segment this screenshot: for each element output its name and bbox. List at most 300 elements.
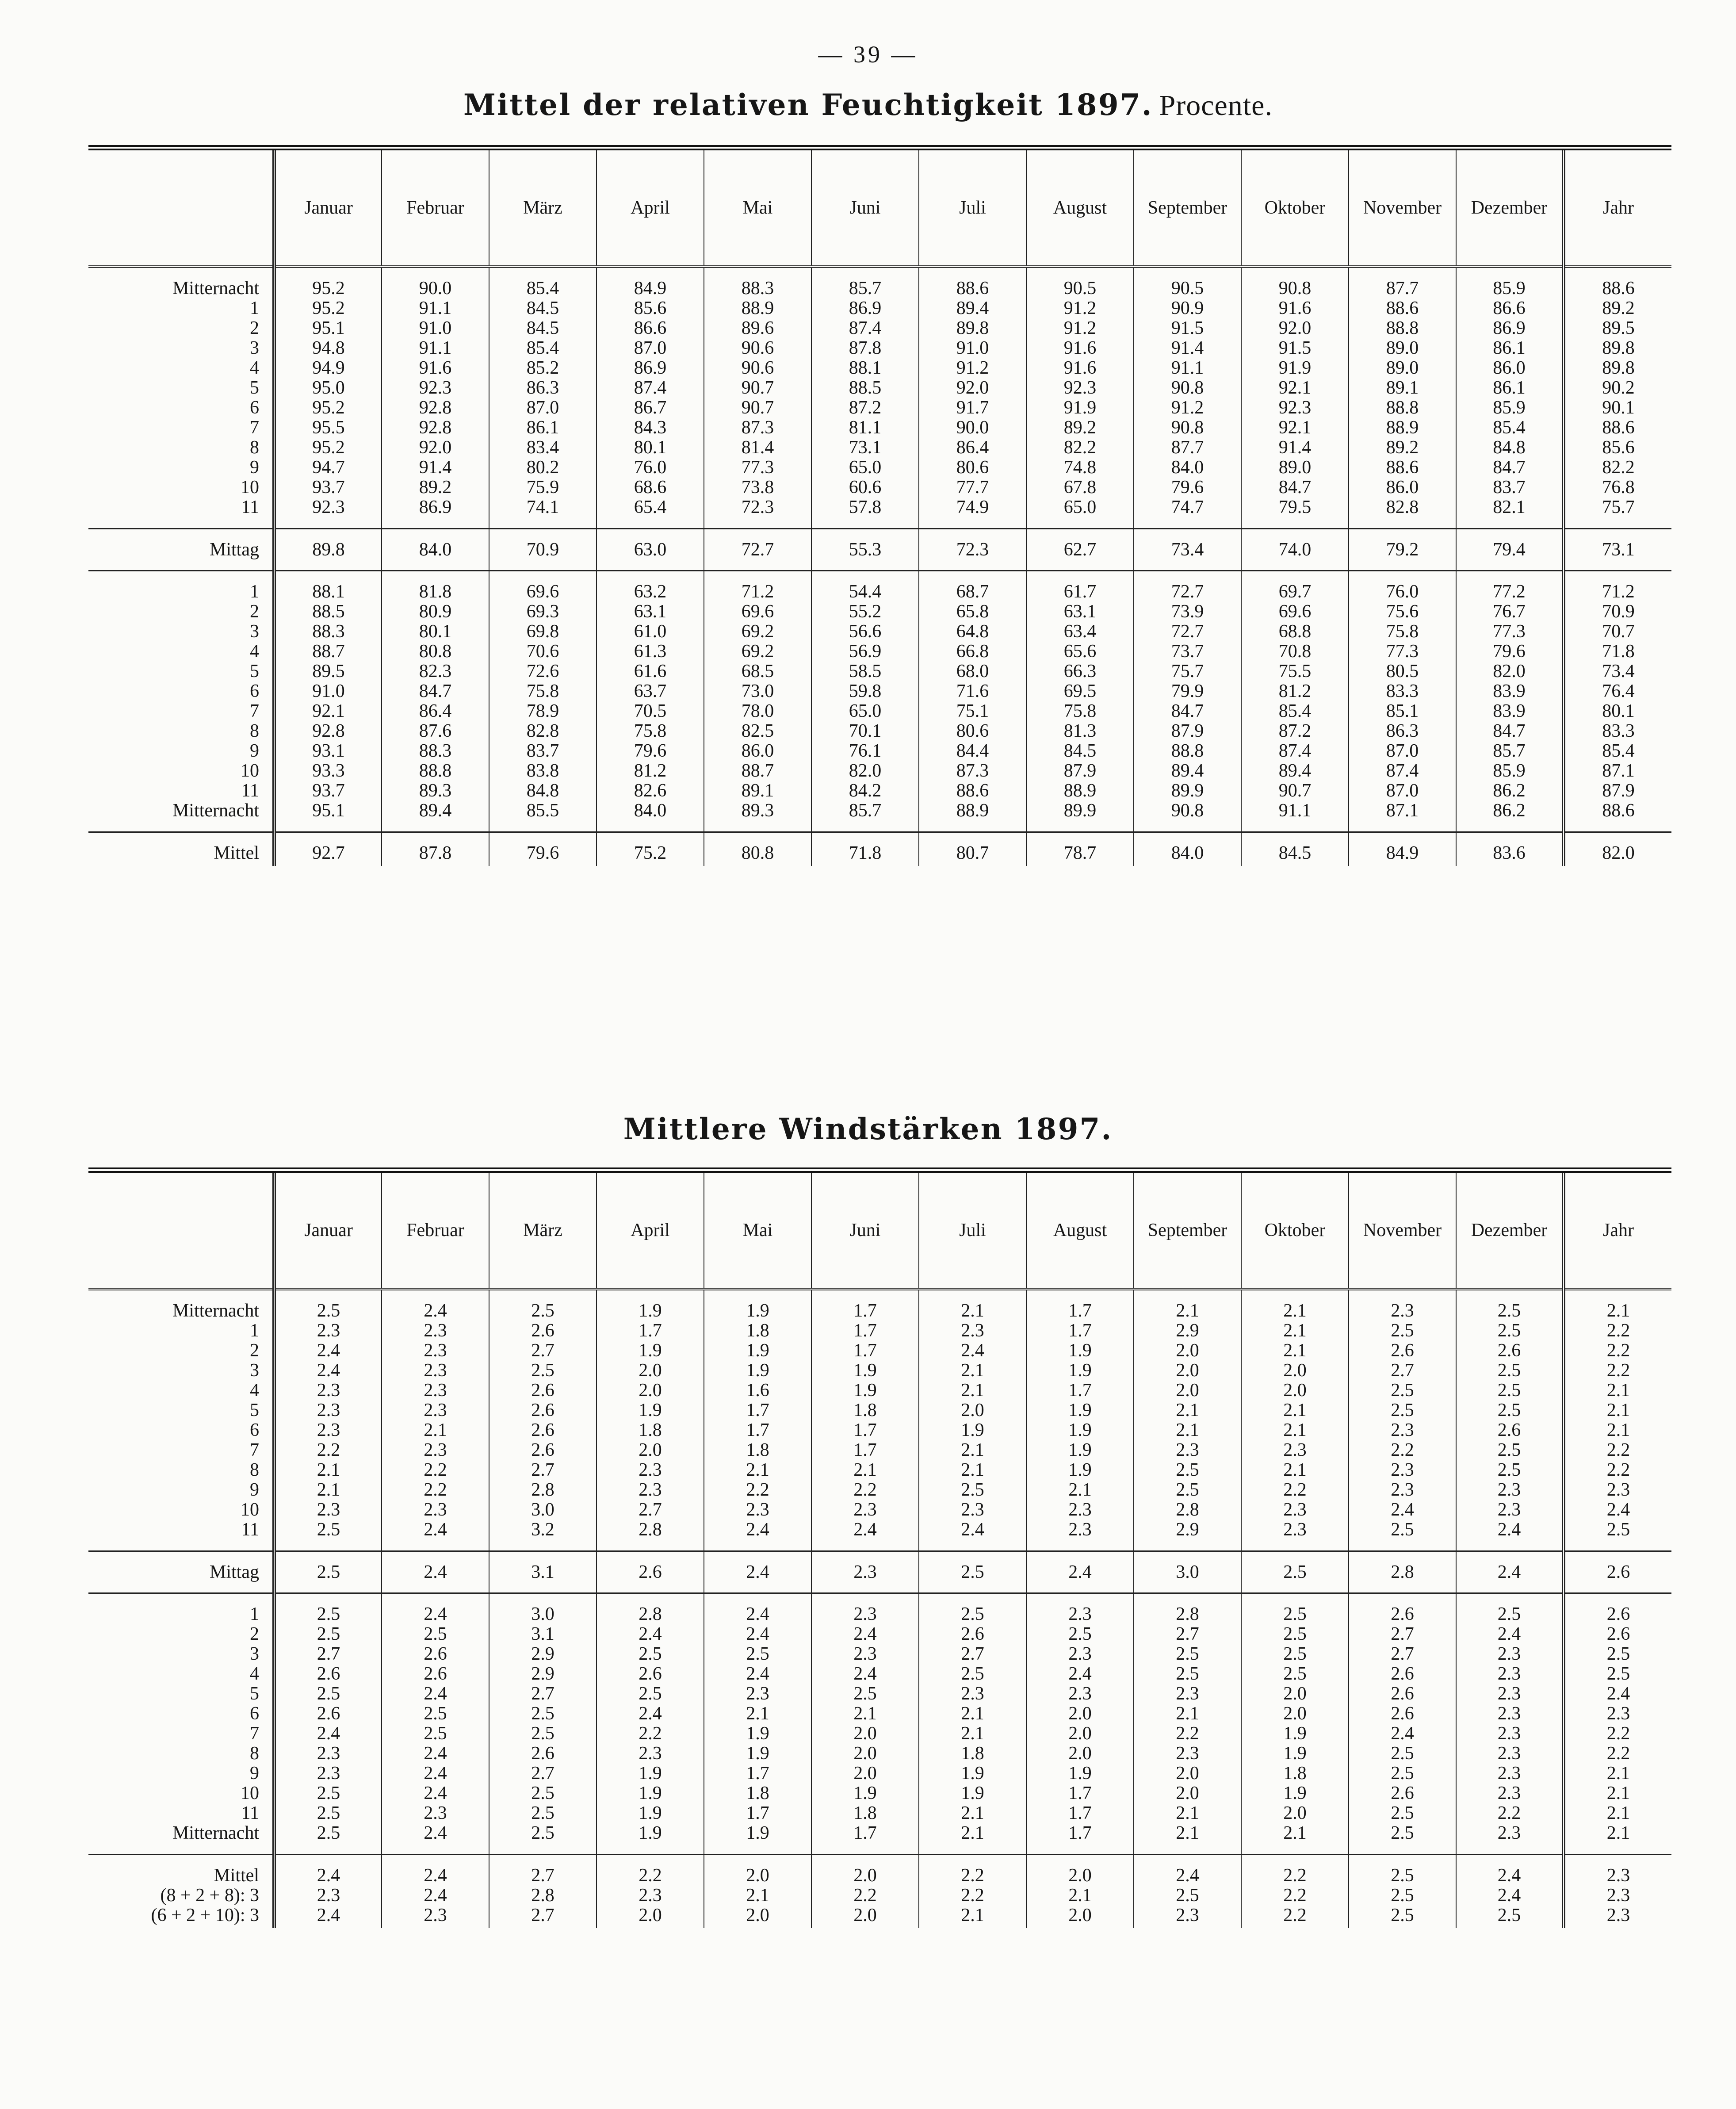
humidity-am-value: 72.3 [741, 497, 774, 517]
humidity-pm-value: 77.3 [1493, 621, 1526, 642]
wind-am-value: 2.2 [1606, 1460, 1630, 1480]
humidity-pm-value: 82.0 [1493, 661, 1526, 681]
wind-am-value: 2.3 [639, 1460, 662, 1480]
wind-am-value: 2.5 [1497, 1460, 1521, 1480]
wind-am-value: 2.3 [317, 1380, 340, 1401]
wind-pm-value: 2.6 [317, 1664, 340, 1684]
wind-am-value: 2.1 [1176, 1400, 1199, 1420]
wind-am-value: 2.5 [317, 1301, 340, 1321]
humidity-pm-value: 87.1 [1602, 761, 1635, 781]
wind-mean-value: 2.2 [961, 1865, 984, 1886]
wind-header-year: Jahr [1564, 1173, 1671, 1289]
humidity-pm-value: 87.6 [419, 721, 452, 741]
humidity-pm-value: 81.2 [634, 761, 667, 781]
wind-pm-value: 2.6 [1391, 1703, 1414, 1724]
wind-pm-value: 1.8 [853, 1803, 877, 1823]
humidity-am-value: 91.7 [956, 398, 989, 418]
humidity-mean-column [1349, 832, 1456, 866]
humidity-pm-value: 83.9 [1493, 701, 1526, 721]
wind-am-value: 1.9 [746, 1301, 769, 1321]
wind-am-value: 2.4 [961, 1520, 984, 1540]
humidity-am-value: 90.5 [1063, 278, 1097, 299]
wind-am-value: 2.3 [424, 1340, 447, 1361]
wind-am-value: 2.9 [1176, 1520, 1199, 1540]
humidity-pm-value: 69.3 [526, 601, 559, 622]
humidity-pm-value: 90.8 [1171, 800, 1204, 821]
wind-pm-value: 2.5 [531, 1803, 554, 1823]
humidity-am-value: 91.6 [1063, 338, 1097, 358]
wind-pm-value: 2.8 [1176, 1604, 1199, 1624]
wind-am-value: 2.1 [1068, 1480, 1092, 1500]
wind-pm-value: 2.5 [961, 1604, 984, 1624]
humidity-am-value: 84.0 [1171, 457, 1204, 478]
wind-am-value: 1.9 [853, 1360, 877, 1381]
humidity-mean-value: 75.2 [634, 843, 667, 863]
wind-header-month: Januar [274, 1173, 382, 1289]
humidity-am-value: 89.2 [419, 477, 452, 498]
wind-am-column [704, 1289, 811, 1551]
wind-pm-value: 2.5 [1283, 1624, 1307, 1644]
humidity-pm-value: 93.7 [312, 781, 345, 801]
wind-am-column [1026, 1289, 1134, 1551]
wind-pm-value: 2.4 [317, 1723, 340, 1744]
wind-pm-value: 2.0 [1176, 1763, 1199, 1784]
humidity-pm-value: 69.7 [1278, 582, 1312, 602]
humidity-pm-value: 80.5 [1386, 661, 1419, 681]
wind-am-value: 1.7 [1068, 1380, 1092, 1401]
wind-pm-value: 2.5 [1606, 1644, 1630, 1664]
humidity-pm-value: 85.5 [526, 800, 559, 821]
wind-pm-value: 1.9 [1283, 1743, 1307, 1764]
humidity-am-value: 89.8 [1602, 358, 1635, 378]
humidity-am-label: 4 [250, 358, 259, 378]
wind-am-value: 2.3 [424, 1440, 447, 1460]
wind-am-value: 1.9 [639, 1301, 662, 1321]
wind-am-value: 2.2 [317, 1440, 340, 1460]
wind-mean-value: 2.1 [746, 1885, 769, 1906]
wind-noon-cell: 2.5 [919, 1551, 1026, 1593]
humidity-am-value: 89.5 [1602, 318, 1635, 338]
wind-am-value: 2.1 [853, 1460, 877, 1480]
humidity-am-label: 5 [250, 378, 259, 398]
wind-pm-value: 1.9 [1068, 1763, 1092, 1784]
wind-pm-value: 1.7 [746, 1763, 769, 1784]
humidity-pm-value: 61.6 [634, 661, 667, 681]
wind-mean-value: 2.3 [317, 1885, 340, 1906]
wind-pm-value: 1.7 [853, 1823, 877, 1843]
wind-pm-labels [88, 1593, 274, 1855]
wind-pm-value: 2.5 [531, 1823, 554, 1843]
humidity-pm-value: 84.8 [526, 781, 559, 801]
wind-pm-value: 2.4 [1497, 1624, 1521, 1644]
wind-am-value: 1.6 [746, 1380, 769, 1401]
wind-mean-value: 2.2 [639, 1865, 662, 1886]
wind-am-value: 2.3 [961, 1321, 984, 1341]
humidity-pm-value: 77.3 [1386, 641, 1419, 662]
humidity-noon-cell: 79.2 [1349, 529, 1456, 571]
humidity-pm-value: 73.7 [1171, 641, 1204, 662]
wind-am-value: 2.3 [853, 1500, 877, 1520]
wind-pm-value: 2.3 [853, 1644, 877, 1664]
humidity-am-value: 85.6 [634, 298, 667, 318]
humidity-header-month: Mai [704, 150, 811, 267]
wind-am-value: 2.3 [1391, 1460, 1414, 1480]
wind-am-value: 2.1 [961, 1380, 984, 1401]
humidity-am-value: 91.4 [1171, 338, 1204, 358]
wind-pm-value: 2.5 [853, 1684, 877, 1704]
humidity-pm-value: 88.7 [741, 761, 774, 781]
humidity-header-row [88, 150, 1671, 267]
humidity-am-value: 57.8 [849, 497, 882, 517]
humidity-am-value: 88.6 [1386, 298, 1419, 318]
wind-pm-value: 1.8 [746, 1783, 769, 1803]
humidity-am-value: 87.0 [526, 398, 559, 418]
humidity-am-value: 90.7 [741, 378, 774, 398]
humidity-am-value: 92.1 [1278, 417, 1312, 438]
wind-mean-column [1349, 1855, 1456, 1929]
humidity-mean-column [274, 832, 382, 866]
wind-am-column [1241, 1289, 1349, 1551]
wind-am-value: 2.0 [639, 1440, 662, 1460]
humidity-am-value: 65.0 [1063, 497, 1097, 517]
wind-am-value: 1.7 [746, 1400, 769, 1420]
wind-pm-label: 6 [250, 1703, 259, 1724]
wind-am-value: 2.8 [639, 1520, 662, 1540]
humidity-pm-value: 83.8 [526, 761, 559, 781]
humidity-pm-value: 58.5 [849, 661, 882, 681]
wind-pm-value: 2.5 [639, 1644, 662, 1664]
humidity-pm-value: 65.0 [849, 701, 882, 721]
humidity-am-value: 85.4 [526, 278, 559, 299]
humidity-am-column [597, 267, 704, 529]
wind-pm-value: 2.7 [317, 1644, 340, 1664]
wind-header-month: September [1134, 1173, 1241, 1289]
humidity-am-value: 92.8 [419, 417, 452, 438]
humidity-am-column [382, 267, 489, 529]
wind-am-value: 1.9 [1068, 1360, 1092, 1381]
wind-am-value: 2.3 [317, 1420, 340, 1440]
humidity-am-value: 76.0 [634, 457, 667, 478]
humidity-am-value: 91.4 [419, 457, 452, 478]
humidity-header-month: Oktober [1241, 150, 1349, 267]
wind-pm-value: 1.9 [961, 1783, 984, 1803]
humidity-noon-cell: 84.0 [382, 529, 489, 571]
wind-pm-value: 2.4 [424, 1823, 447, 1843]
wind-pm-value: 2.5 [317, 1684, 340, 1704]
humidity-am-value: 92.0 [956, 378, 989, 398]
humidity-pm-value: 66.3 [1063, 661, 1097, 681]
wind-am-column [489, 1289, 597, 1551]
humidity-pm-column [489, 571, 597, 832]
wind-pm-value: 2.6 [1391, 1783, 1414, 1803]
wind-am-value: 1.7 [853, 1440, 877, 1460]
wind-mean-value: 2.5 [1176, 1885, 1199, 1906]
wind-am-value: 2.4 [424, 1520, 447, 1540]
wind-pm-value: 2.5 [639, 1684, 662, 1704]
humidity-pm-value: 84.7 [1171, 701, 1204, 721]
wind-pm-value: 2.6 [531, 1743, 554, 1764]
humidity-header-month: März [489, 150, 597, 267]
wind-pm-value: 2.5 [1391, 1823, 1414, 1843]
humidity-pm-value: 86.2 [1493, 781, 1526, 801]
wind-pm-value: 2.5 [424, 1723, 447, 1744]
wind-pm-value: 2.5 [531, 1703, 554, 1724]
humidity-am-value: 85.6 [1602, 437, 1635, 458]
humidity-pm-value: 69.2 [741, 621, 774, 642]
wind-am-value: 2.1 [746, 1460, 769, 1480]
wind-pm-value: 2.3 [1176, 1743, 1199, 1764]
humidity-am-value: 88.5 [849, 378, 882, 398]
humidity-pm-value: 89.4 [1278, 761, 1312, 781]
humidity-noon-cell: 79.4 [1456, 529, 1564, 571]
humidity-am-value: 82.1 [1493, 497, 1526, 517]
humidity-pm-value: 82.8 [526, 721, 559, 741]
wind-am-value: 2.0 [961, 1400, 984, 1420]
humidity-am-value: 95.5 [312, 417, 345, 438]
wind-pm-value: 2.5 [1176, 1664, 1199, 1684]
wind-pm-value: 2.0 [853, 1723, 877, 1744]
humidity-am-value: 86.6 [634, 318, 667, 338]
humidity-am-value: 90.5 [1171, 278, 1204, 299]
wind-am-value: 2.3 [424, 1500, 447, 1520]
humidity-am-value: 65.0 [849, 457, 882, 478]
wind-am-value: 2.8 [1176, 1500, 1199, 1520]
humidity-am-value: 90.1 [1602, 398, 1635, 418]
wind-pm-value: 2.4 [1391, 1723, 1414, 1744]
humidity-am-column [274, 267, 382, 529]
humidity-pm-value: 88.3 [312, 621, 345, 642]
humidity-am-label: 7 [250, 417, 259, 438]
humidity-am-value: 87.4 [849, 318, 882, 338]
humidity-am-column [1564, 267, 1671, 529]
humidity-pm-value: 84.7 [1493, 721, 1526, 741]
humidity-am-value: 88.6 [1386, 457, 1419, 478]
wind-am-value: 2.1 [1283, 1460, 1307, 1480]
humidity-am-value: 80.2 [526, 457, 559, 478]
humidity-noon-cell: 73.1 [1564, 529, 1671, 571]
humidity-header-month: November [1349, 150, 1456, 267]
wind-am-value: 2.6 [531, 1420, 554, 1440]
humidity-pm-value: 75.8 [1386, 621, 1419, 642]
humidity-pm-value: 88.7 [312, 641, 345, 662]
wind-mean-value: 2.0 [853, 1905, 877, 1925]
humidity-mean-value: 71.8 [849, 843, 882, 863]
humidity-am-value: 86.7 [634, 398, 667, 418]
humidity-pm-value: 80.8 [419, 641, 452, 662]
wind-mean-value: 2.7 [531, 1905, 554, 1925]
wind-am-value: 3.2 [531, 1520, 554, 1540]
humidity-am-value: 90.8 [1171, 417, 1204, 438]
wind-pm-value: 3.1 [531, 1624, 554, 1644]
humidity-am-value: 84.9 [634, 278, 667, 299]
humidity-pm-value: 84.4 [956, 741, 989, 761]
wind-pm-value: 2.6 [317, 1703, 340, 1724]
wind-am-value: 2.5 [531, 1301, 554, 1321]
humidity-pm-value: 81.8 [419, 582, 452, 602]
humidity-pm-value: 68.0 [956, 661, 989, 681]
humidity-am-value: 95.1 [312, 318, 345, 338]
wind-am-value: 2.1 [1283, 1321, 1307, 1341]
humidity-am-value: 85.2 [526, 358, 559, 378]
humidity-am-value: 87.8 [849, 338, 882, 358]
wind-pm-column [1026, 1593, 1134, 1855]
wind-pm-value: 2.3 [1497, 1743, 1521, 1764]
wind-pm-value: 2.2 [1606, 1743, 1630, 1764]
humidity-am-value: 87.3 [741, 417, 774, 438]
wind-am-label: 1 [250, 1321, 259, 1341]
wind-pm-value: 2.2 [1497, 1803, 1521, 1823]
humidity-pm-value: 75.6 [1386, 601, 1419, 622]
wind-am-label: Mitternacht [172, 1301, 259, 1321]
humidity-am-label: 11 [241, 497, 259, 517]
humidity-noon-cell: 62.7 [1026, 529, 1134, 571]
wind-pm-column [919, 1593, 1026, 1855]
wind-am-value: 2.3 [1176, 1440, 1199, 1460]
humidity-pm-label: 6 [250, 681, 259, 701]
wind-am-value: 2.3 [424, 1321, 447, 1341]
humidity-am-value: 84.7 [1493, 457, 1526, 478]
humidity-pm-value: 81.3 [1063, 721, 1097, 741]
wind-pm-value: 2.5 [1497, 1604, 1521, 1624]
wind-am-value: 2.5 [1497, 1380, 1521, 1401]
wind-mean-value: 2.3 [1606, 1905, 1630, 1925]
wind-pm-value: 2.0 [1283, 1803, 1307, 1823]
humidity-mean-column [919, 832, 1026, 866]
wind-pm-column [704, 1593, 811, 1855]
wind-am-column [1564, 1289, 1671, 1551]
humidity-am-value: 80.1 [634, 437, 667, 458]
wind-am-value: 1.9 [639, 1400, 662, 1420]
wind-pm-value: 2.4 [424, 1604, 447, 1624]
humidity-pm-label: 10 [241, 761, 259, 781]
wind-pm-value: 2.5 [317, 1803, 340, 1823]
humidity-am-column [1456, 267, 1564, 529]
wind-am-value: 2.1 [1283, 1420, 1307, 1440]
wind-pm-value: 2.3 [1497, 1783, 1521, 1803]
wind-pm-value: 2.1 [746, 1703, 769, 1724]
wind-pm-value: 2.9 [531, 1664, 554, 1684]
wind-mean-value: 2.2 [853, 1885, 877, 1906]
wind-am-value: 2.4 [1497, 1520, 1521, 1540]
humidity-pm-value: 63.1 [634, 601, 667, 622]
humidity-am-value: 92.1 [1278, 378, 1312, 398]
humidity-pm-label: 1 [250, 582, 259, 602]
wind-am-value: 2.3 [317, 1400, 340, 1420]
wind-am-value: 2.2 [853, 1480, 877, 1500]
wind-am-value: 2.5 [961, 1480, 984, 1500]
humidity-noon-cell: 74.0 [1241, 529, 1349, 571]
humidity-am-value: 87.0 [634, 338, 667, 358]
humidity-am-value: 86.0 [1493, 358, 1526, 378]
humidity-pm-value: 79.9 [1171, 681, 1204, 701]
humidity-am-value: 91.2 [1063, 318, 1097, 338]
humidity-am-value: 85.9 [1493, 278, 1526, 299]
wind-mean-value: 2.2 [961, 1885, 984, 1906]
wind-pm-value: 2.3 [1497, 1763, 1521, 1784]
wind-am-value: 2.1 [1606, 1380, 1630, 1401]
humidity-am-value: 92.3 [312, 497, 345, 517]
wind-pm-value: 2.4 [1606, 1684, 1630, 1704]
humidity-am-value: 92.3 [1278, 398, 1312, 418]
wind-pm-column [1349, 1593, 1456, 1855]
wind-mean-column [1564, 1855, 1671, 1929]
wind-am-value: 2.2 [746, 1480, 769, 1500]
wind-am-label: 6 [250, 1420, 259, 1440]
wind-am-value: 2.3 [639, 1480, 662, 1500]
wind-pm-value: 1.9 [961, 1763, 984, 1784]
wind-am-label: 8 [250, 1460, 259, 1480]
wind-pm-value: 2.4 [639, 1624, 662, 1644]
wind-am-value: 2.4 [746, 1520, 769, 1540]
wind-pm-label: 10 [241, 1783, 259, 1803]
wind-am-column [1134, 1289, 1241, 1551]
humidity-pm-value: 88.5 [312, 601, 345, 622]
wind-pm-value: 1.7 [1068, 1823, 1092, 1843]
wind-mean-value: 2.3 [424, 1905, 447, 1925]
humidity-pm-value: 83.7 [526, 741, 559, 761]
wind-pm-value: 2.5 [531, 1783, 554, 1803]
wind-pm-label: 3 [250, 1644, 259, 1664]
humidity-am-column [1026, 267, 1134, 529]
wind-pm-value: 2.5 [424, 1703, 447, 1724]
wind-am-value: 2.5 [531, 1360, 554, 1381]
wind-am-label: 10 [241, 1500, 259, 1520]
humidity-pm-value: 87.4 [1278, 741, 1312, 761]
humidity-pm-value: 72.6 [526, 661, 559, 681]
wind-mean-column [1026, 1855, 1134, 1929]
wind-am-value: 2.3 [1283, 1520, 1307, 1540]
wind-am-label: 9 [250, 1480, 259, 1500]
humidity-pm-value: 65.6 [1063, 641, 1097, 662]
humidity-am-value: 90.7 [741, 398, 774, 418]
humidity-mean-label: Mittel [214, 843, 259, 863]
wind-pm-value: 2.3 [1606, 1703, 1630, 1724]
wind-header-month: November [1349, 1173, 1456, 1289]
wind-am-value: 2.5 [1497, 1440, 1521, 1460]
humidity-noon-cell: 89.8 [274, 529, 382, 571]
wind-am-value: 1.8 [639, 1420, 662, 1440]
wind-am-value: 2.2 [1606, 1440, 1630, 1460]
humidity-pm-value: 85.7 [1493, 741, 1526, 761]
humidity-am-value: 68.6 [634, 477, 667, 498]
humidity-noon-cell: 63.0 [597, 529, 704, 571]
humidity-am-value: 91.0 [956, 338, 989, 358]
humidity-pm-value: 76.1 [849, 741, 882, 761]
humidity-am-column [919, 267, 1026, 529]
wind-pm-value: 2.5 [1391, 1743, 1414, 1764]
wind-mean-value: 2.8 [531, 1885, 554, 1906]
wind-pm-value: 2.0 [1068, 1703, 1092, 1724]
humidity-am-label: 9 [250, 457, 259, 478]
wind-pm-label: 5 [250, 1684, 259, 1704]
humidity-am-value: 86.9 [1493, 318, 1526, 338]
humidity-am-value: 89.6 [741, 318, 774, 338]
wind-noon-cell: 2.5 [274, 1551, 382, 1593]
wind-am-value: 2.5 [1391, 1400, 1414, 1420]
humidity-mean-labels [88, 832, 274, 866]
wind-am-column [811, 1289, 919, 1551]
wind-am-value: 2.4 [317, 1360, 340, 1381]
wind-pm-value: 2.3 [1497, 1644, 1521, 1664]
wind-header-month: Mai [704, 1173, 811, 1289]
wind-am-value: 2.3 [1068, 1500, 1092, 1520]
wind-am-value: 2.5 [1391, 1380, 1414, 1401]
wind-am-value: 2.1 [1606, 1420, 1630, 1440]
humidity-pm-value: 93.3 [312, 761, 345, 781]
wind-pm-value: 1.7 [1068, 1783, 1092, 1803]
wind-pm-value: 2.1 [853, 1703, 877, 1724]
wind-header-month: August [1026, 1173, 1134, 1289]
